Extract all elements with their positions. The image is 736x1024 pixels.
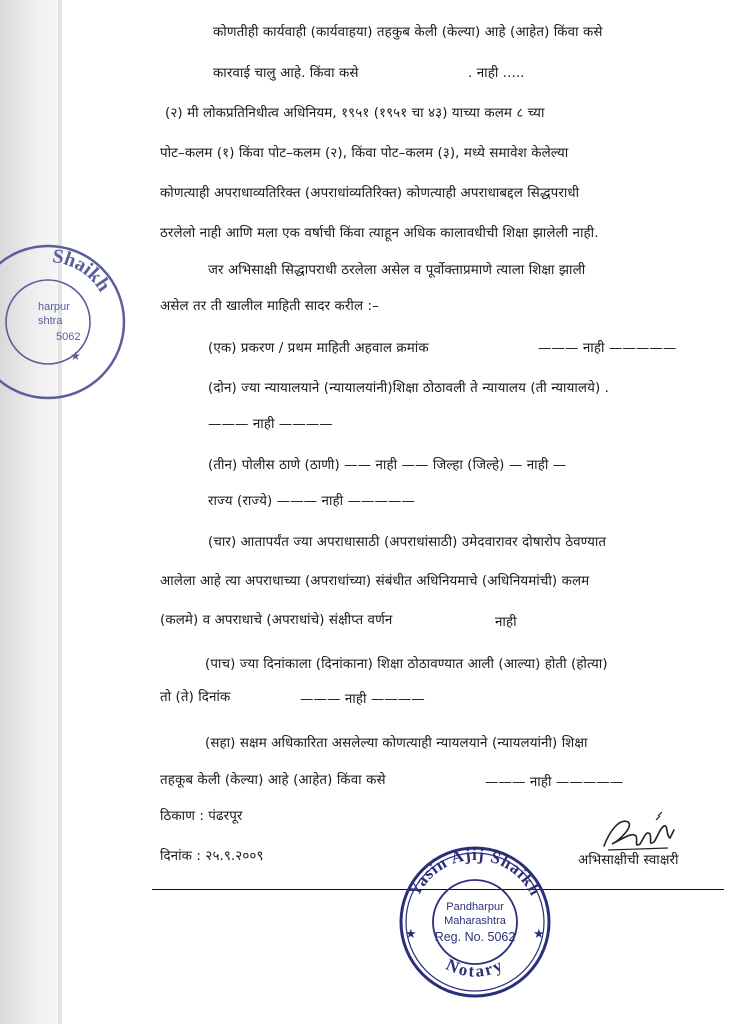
svg-text:Shaikh — [51, 245, 115, 296]
notary-reg: Reg. No. 5062 — [434, 930, 516, 944]
notary-seal — [395, 830, 555, 1010]
text-line-5: कोणत्याही अपराधाव्यतिरिक्त (अपराधांव्यतिरिक्त) कोणत्याही अपराधाबद्दल सिद्धपराधी — [160, 186, 580, 201]
item-pach-line-1: (पाच) ज्या दिनांकाला (दिनांकाना) शिक्षा ठोठावण्यात आली (आल्या) होती (होत्या) — [205, 657, 608, 672]
item-ek-label: (एक) प्रकरण / प्रथम माहिती अहवाल क्रमांक — [208, 341, 429, 356]
notary-title-arc: Notary — [443, 954, 507, 981]
notary-star-right-icon: ★ — [533, 927, 545, 942]
place-line: ठिकाण : पंढरपूर — [160, 809, 243, 824]
text-line-3-content: (२) मी लोकप्रतिनिधीत्व अधिनियम, १९५१ (१९५१ चा ४३) याच्या कलम ८ च्या — [165, 106, 545, 121]
item-saha-value: ——— नाही ————— — [485, 775, 624, 790]
left-stamp-city: harpur — [38, 301, 70, 313]
left-notary-stamp-fragment — [0, 232, 138, 412]
left-stamp-reg: 5062 — [56, 331, 81, 343]
text-line-1: कोणतीही कार्यवाही (कार्यवाहया) तहकुब केली (केल्या) आहे (आहेत) किंवा कसे — [213, 25, 603, 40]
item-saha-line-2: तहकूब केली (केल्या) आहे (आहेत) किंवा कसे — [160, 773, 386, 788]
svg-text:Yasin Ajij Shaikh — [405, 845, 546, 899]
item-ek-value: ——— नाही ————— — [538, 341, 677, 356]
paper-fold-edge — [58, 0, 62, 1024]
text-line-6: ठरलेलो नाही आणि मला एक वर्षाची किंवा त्याहून अधिक कालावधीची शिक्षा झालेली नाही. — [160, 226, 599, 241]
item-char-line-3: (कलमे) व अपराधाचे (अपराधांचे) संक्षीप्त वर्णन — [160, 613, 393, 628]
item-teen: (तीन) पोलीस ठाणे (ठाणी) —— नाही —— जिल्हा (जिल्हे) — नाही — — [208, 458, 567, 473]
scan-page-edge — [0, 0, 62, 1024]
text-line-7: जर अभिसाक्षी सिद्धापराधी ठरलेला असेल व पूर्वोक्ताप्रमाणे त्याला शिक्षा झाली — [208, 263, 586, 278]
notary-city: Pandharpur — [446, 901, 504, 913]
item-don-value: ——— नाही ———— — [208, 417, 333, 432]
notary-name-arc: Yasin Ajij Shaikh — [404, 844, 546, 900]
text-line-2b: . नाही ..... — [468, 66, 525, 81]
text-line-2: कारवाई चालु आहे. किंवा कसे — [213, 66, 359, 81]
item-saha-line-1: (सहा) सक्षम अधिकारिता असलेल्या कोणत्याही न्यायलयाने (न्यायलयांनी) शिक्षा — [205, 736, 588, 751]
notary-star-left-icon: ★ — [405, 927, 417, 942]
text-line-4: पोट–कलम (१) किंवा पोट–कलम (२), किंवा पोट–कलम (३), मध्ये समावेश केलेल्या — [160, 146, 569, 161]
item-teen-state: राज्य (राज्ये) ——— नाही ————— — [208, 494, 416, 509]
text-line-8: असेल तर ती खालील माहिती सादर करील :– — [160, 299, 379, 314]
item-don-label: (दोन) ज्या न्यायालयाने (न्यायालयांनी)शिक्षा ठोठावली ते न्यायालय (ती न्यायालये) . — [208, 381, 610, 396]
handwritten-signature — [598, 808, 680, 858]
date-line: दिनांक : २५.९.२००९ — [160, 849, 264, 864]
item-char-value: नाही — [495, 615, 517, 630]
left-stamp-star-icon: ★ — [70, 349, 81, 363]
item-pach-line-2: तो (ते) दिनांक — [160, 690, 231, 705]
svg-text:Notary — [443, 955, 507, 981]
left-stamp-arc-text: Shaikh — [50, 245, 115, 296]
item-pach-value: ——— नाही ———— — [300, 692, 425, 707]
signature-caption: अभिसाक्षीची स्वाक्षरी — [578, 853, 679, 868]
item-char-line-2: आलेला आहे त्या अपराधाच्या (अपराधांच्या) संबंधीत अधिनियमाचे (अधिनियमांची) कलम — [160, 574, 590, 589]
notary-state: Maharashtra — [444, 915, 506, 927]
left-stamp-state: shtra — [38, 315, 63, 327]
item-char-line-1: (चार) आतापर्यंत ज्या अपराधासाठी (अपराधांसाठी) उमेदवारावर दोषारोप ठेवण्यात — [208, 535, 607, 550]
text-line-3 — [165, 105, 715, 123]
